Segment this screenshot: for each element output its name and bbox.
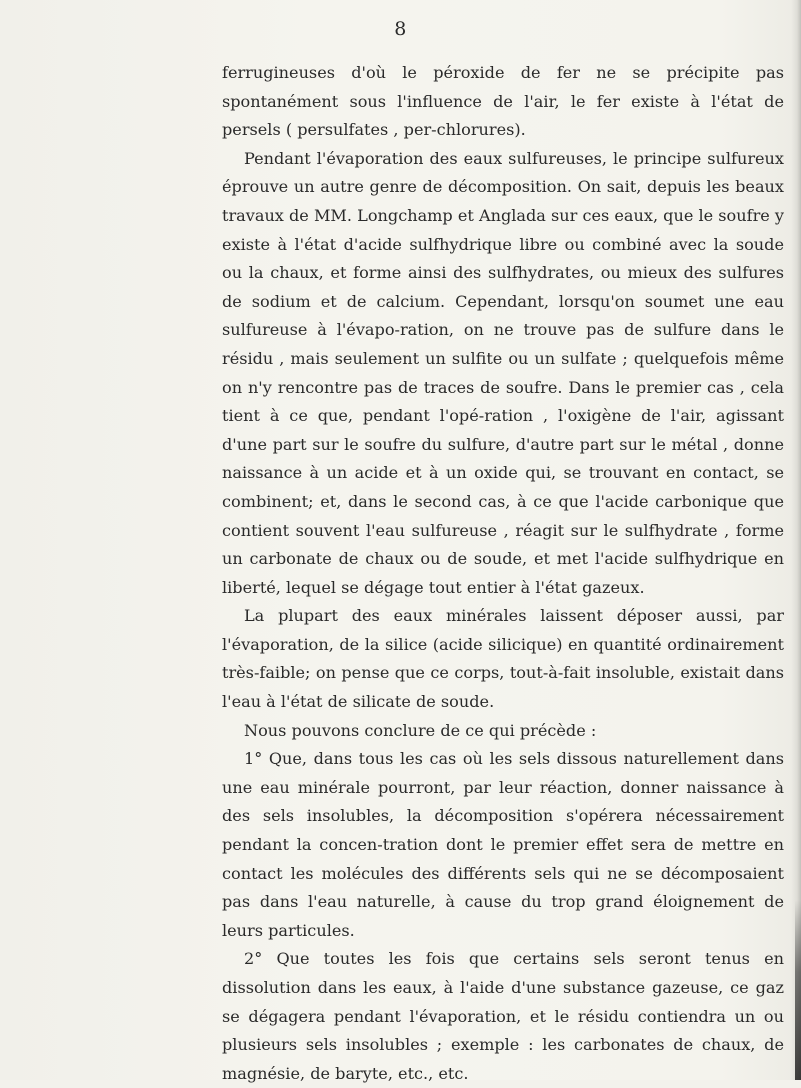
paragraph-conclusion-intro: Nous pouvons conclure de ce qui précède :: [244, 720, 597, 740]
paragraph-sulfurous-waters: Pendant l'évaporation des eaux sulfureuses, le principe sulfureux éprouve un autre genre de décomposition. On sait, depuis les beaux travaux de MM. Longchamp et Anglada sur ces eaux, que le soufre y existe à l'état d'acide sulfhydrique libre ou combiné avec la soude ou la chaux, et forme ainsi des sulfhydrates, ou mieux des sulfures de sodium et de calcium. Cependant, lorsqu'on soumet une eau sulfureuse à l'évapo-ration, on ne trouve pas de sulfure dans le résidu , mais seulement un sulfite ou un sulfate ; quelquefois même on n'y rencontre pas de traces de soufre. Dans le premier cas , cela tient à ce que, pendant l'opé-ration , l'oxigène de l'air, agissant d'une part sur le soufre du sulfure, d'autre part sur le métal , donne naissance à un acide et à un oxide qui, se trouvant en contact, se combinent; et, dans le second cas, à ce que l'acide carbonique que contient souvent l'eau sulfureuse , réagit sur le sulfhydrate , forme un carbonate de chaux ou de soude, et met l'acide sulfhydrique en liberté, lequel se dégage tout entier à l'état gazeux.: [222, 148, 784, 597]
body-text: [222, 59, 784, 1088]
paragraph-conclusion-1: 1° Que, dans tous les cas où les sels dissous naturellement dans une eau minérale pourront, par leur réaction, donner naissance à des sels insolubles, la décomposition s'opérera nécessairement pendant la concen-tration dont le premier effet sera de mettre en contact les molécules des différents sels qui ne se décomposaient pas dans l'eau naturelle, à cause du trop grand éloignement de leurs particules.: [222, 749, 784, 940]
paragraph-conclusion-2: 2° Que toutes les fois que certains sels seront tenus en dissolution dans les eaux, à l'aide d'une substance gazeuse, ce gaz se dégagera pendant l'évaporation, et le résidu contiendra un ou plusieurs sels insolubles ; exemple : les carbonates de chaux, de magnésie, de baryte, etc., etc.: [222, 949, 784, 1083]
page-binding-shadow: [795, 900, 801, 1080]
page-number: 8: [394, 18, 407, 40]
paragraph-continuation: ferrugineuses d'où le péroxide de fer ne se précipite pas spontanément sous l'influence de l'air, le fer existe à l'état de persels ( persulfates , per-chlorures).: [222, 63, 784, 140]
paragraph-silica: La plupart des eaux minérales laissent déposer aussi, par l'évaporation, de la silice (acide silicique) en quantité ordinairement très-faible; on pense que ce corps, tout-à-fait insoluble, existait dans l'eau à l'état de silicate de soude.: [222, 606, 784, 712]
